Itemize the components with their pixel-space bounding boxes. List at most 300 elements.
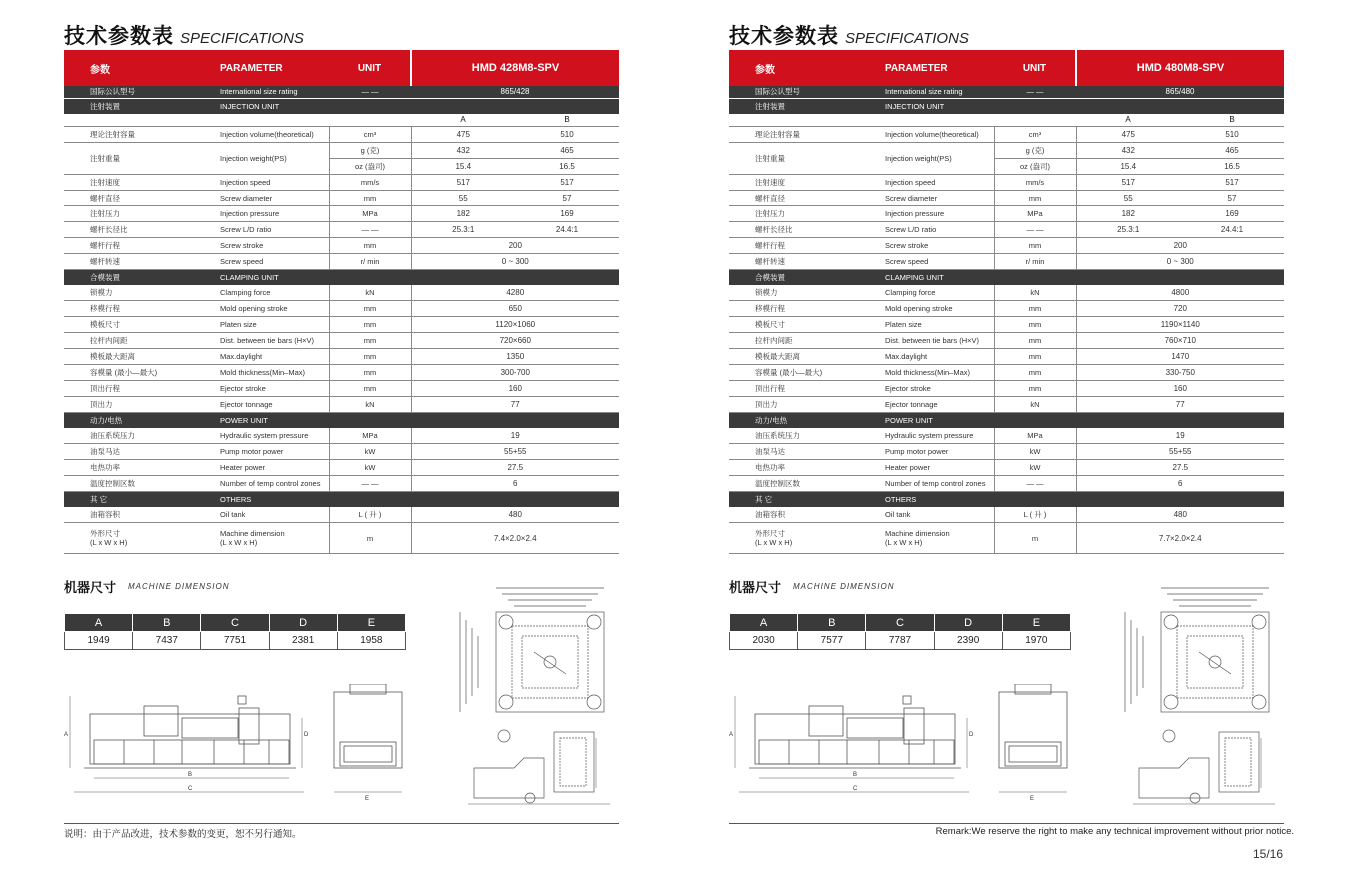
dimension-value-row bbox=[730, 632, 1071, 650]
cell: 169 bbox=[1180, 206, 1284, 222]
cell: 容模量 (最小—最大) bbox=[64, 364, 194, 380]
cell: 7.7×2.0×2.4 bbox=[1076, 523, 1284, 554]
cell bbox=[994, 114, 1076, 127]
cell: Injection volume(theoretical) bbox=[859, 127, 994, 143]
cell: Screw diameter bbox=[194, 190, 329, 206]
cell bbox=[329, 114, 411, 127]
dimension-value: 7577 bbox=[798, 632, 866, 650]
header-model: HMD 480M8-SPV bbox=[1076, 50, 1284, 86]
cell bbox=[329, 491, 411, 507]
section-spacer bbox=[1076, 270, 1284, 286]
dimension-value: 1949 bbox=[65, 632, 133, 650]
section-title-cn: 动力/电热 bbox=[729, 412, 859, 428]
cell: Hydraulic system pressure bbox=[194, 428, 329, 444]
spec-row bbox=[64, 254, 619, 270]
cell bbox=[994, 412, 1076, 428]
cell: 4280 bbox=[411, 285, 619, 301]
cell: 顶出行程 bbox=[729, 380, 859, 396]
cell: 螺杆直径 bbox=[729, 190, 859, 206]
cell: 510 bbox=[515, 127, 619, 143]
cell: Screw speed bbox=[194, 254, 329, 270]
cell: oz (盎司) bbox=[994, 158, 1076, 174]
cell: Number of temp control zones bbox=[859, 475, 994, 491]
spec-row bbox=[64, 364, 619, 380]
section-title-en: POWER UNIT bbox=[859, 412, 994, 428]
spec-row bbox=[64, 523, 619, 554]
cell: 57 bbox=[515, 190, 619, 206]
cell-line: Machine dimension bbox=[220, 529, 285, 539]
section-power bbox=[64, 412, 619, 428]
spec-row bbox=[64, 142, 619, 158]
section-title-cn: 其 它 bbox=[729, 491, 859, 507]
spec-row bbox=[64, 190, 619, 206]
cell: 锁模力 bbox=[729, 285, 859, 301]
cell: 电热功率 bbox=[64, 459, 194, 475]
cell bbox=[994, 491, 1076, 507]
spec-row bbox=[729, 380, 1284, 396]
machine-dimension-title bbox=[729, 577, 894, 596]
cell: Injection weight(PS) bbox=[194, 142, 329, 174]
cell: 25.3:1 bbox=[1076, 222, 1180, 238]
cell: 7.4×2.0×2.4 bbox=[411, 523, 619, 554]
ejector-detail-drawing bbox=[464, 728, 614, 808]
cell-line: (L x W x H) bbox=[755, 538, 793, 548]
cell: 1190×1140 bbox=[1076, 317, 1284, 333]
cell: Screw stroke bbox=[194, 238, 329, 254]
cell: 6 bbox=[411, 475, 619, 491]
cell: Screw L/D ratio bbox=[859, 222, 994, 238]
spec-row bbox=[729, 206, 1284, 222]
section-title-cn: 合模装置 bbox=[729, 270, 859, 286]
cell: mm bbox=[994, 349, 1076, 365]
cell-line: (L x W x H) bbox=[90, 538, 128, 548]
section-spacer bbox=[1076, 491, 1284, 507]
spec-page-left bbox=[64, 0, 619, 870]
section-title-en: CLAMPING UNIT bbox=[194, 270, 329, 286]
dim-label-d: D bbox=[304, 732, 309, 738]
screw-ab-row bbox=[729, 114, 1284, 127]
dimension-header: E bbox=[337, 614, 405, 632]
cell: 油泵马达 bbox=[729, 444, 859, 460]
dimension-value: 7787 bbox=[866, 632, 934, 650]
cell: Max.daylight bbox=[859, 349, 994, 365]
cell: 模板最大距离 bbox=[64, 349, 194, 365]
footer-rule bbox=[729, 823, 1284, 824]
spec-row bbox=[729, 222, 1284, 238]
cell: mm/s bbox=[994, 174, 1076, 190]
screw-ab-row bbox=[64, 114, 619, 127]
cell bbox=[329, 98, 411, 114]
cell: Platen size bbox=[194, 317, 329, 333]
cell: 77 bbox=[1076, 396, 1284, 412]
cell: MPa bbox=[994, 428, 1076, 444]
cell: 720×660 bbox=[411, 333, 619, 349]
section-spacer bbox=[411, 491, 619, 507]
cell: 注射重量 bbox=[64, 142, 194, 174]
section-spacer bbox=[1076, 98, 1284, 114]
cell: Number of temp control zones bbox=[194, 475, 329, 491]
cell: 螺杆长径比 bbox=[64, 222, 194, 238]
spec-row bbox=[729, 317, 1284, 333]
cell: 注射压力 bbox=[729, 206, 859, 222]
cell: 169 bbox=[515, 206, 619, 222]
cell: 16.5 bbox=[1180, 158, 1284, 174]
cell: mm/s bbox=[329, 174, 411, 190]
cell: 510 bbox=[1180, 127, 1284, 143]
dimension-title-en: MACHINE DIMENSION bbox=[128, 582, 230, 591]
spec-table bbox=[729, 50, 1284, 554]
section-title-cn: 注射装置 bbox=[64, 98, 194, 114]
cell: 螺杆转速 bbox=[64, 254, 194, 270]
cell: cm³ bbox=[329, 127, 411, 143]
cell: 720 bbox=[1076, 301, 1284, 317]
dim-label-c: C bbox=[188, 786, 193, 792]
section-title-cn: 动力/电热 bbox=[64, 412, 194, 428]
cell: 移模行程 bbox=[729, 301, 859, 317]
cell: Pump motor power bbox=[859, 444, 994, 460]
spec-row bbox=[729, 428, 1284, 444]
dim-label-a: A bbox=[64, 732, 69, 738]
cell bbox=[994, 270, 1076, 286]
cell: International size rating bbox=[194, 86, 329, 98]
dimension-title-en: MACHINE DIMENSION bbox=[793, 582, 895, 591]
cell: — — bbox=[994, 222, 1076, 238]
cell: Ejector stroke bbox=[194, 380, 329, 396]
cell: g (克) bbox=[329, 142, 411, 158]
dimension-header: C bbox=[201, 614, 269, 632]
cell: mm bbox=[994, 317, 1076, 333]
cell: 锁模力 bbox=[64, 285, 194, 301]
cell: mm bbox=[329, 333, 411, 349]
spec-row bbox=[729, 127, 1284, 143]
cell: 480 bbox=[411, 507, 619, 523]
cell: kN bbox=[329, 396, 411, 412]
cell: 注射压力 bbox=[64, 206, 194, 222]
cell: 517 bbox=[1180, 174, 1284, 190]
cell: Heater power bbox=[194, 459, 329, 475]
spec-row bbox=[729, 396, 1284, 412]
section-others bbox=[729, 491, 1284, 507]
spec-row bbox=[729, 254, 1284, 270]
cell: 移模行程 bbox=[64, 301, 194, 317]
cell: g (克) bbox=[994, 142, 1076, 158]
screw-b-label: B bbox=[515, 114, 619, 127]
dimension-header: B bbox=[133, 614, 201, 632]
cell: 拉杆内间距 bbox=[64, 333, 194, 349]
cell: 200 bbox=[1076, 238, 1284, 254]
cell: mm bbox=[329, 364, 411, 380]
dim-label-b: B bbox=[188, 772, 193, 778]
cell bbox=[859, 523, 994, 554]
spec-row bbox=[729, 475, 1284, 491]
dim-label-a: A bbox=[729, 732, 734, 738]
cell: 螺杆直径 bbox=[64, 190, 194, 206]
dimension-header-row bbox=[65, 614, 406, 632]
cell: — — bbox=[994, 475, 1076, 491]
cell bbox=[194, 114, 329, 127]
cell: 模板尺寸 bbox=[729, 317, 859, 333]
intl-size-value: 865/480 bbox=[1076, 86, 1284, 98]
page-title bbox=[729, 18, 969, 50]
cell: Screw L/D ratio bbox=[194, 222, 329, 238]
section-title-cn: 合模装置 bbox=[64, 270, 194, 286]
cell: 4800 bbox=[1076, 285, 1284, 301]
section-title-en: OTHERS bbox=[194, 491, 329, 507]
cell: Injection weight(PS) bbox=[859, 142, 994, 174]
cell-line: (L x W x H) bbox=[220, 538, 258, 548]
spec-row bbox=[64, 174, 619, 190]
spec-row bbox=[64, 459, 619, 475]
cell: Max.daylight bbox=[194, 349, 329, 365]
cell: L ( 升 ) bbox=[994, 507, 1076, 523]
intl-size-row bbox=[64, 86, 619, 98]
cell: 55 bbox=[1076, 190, 1180, 206]
cell: Dist. between tie bars (H×V) bbox=[194, 333, 329, 349]
cell: Mold thickness(Min–Max) bbox=[859, 364, 994, 380]
cell: Injection pressure bbox=[859, 206, 994, 222]
cell: mm bbox=[994, 301, 1076, 317]
cell: 55+55 bbox=[411, 444, 619, 460]
section-title-cn: 注射装置 bbox=[729, 98, 859, 114]
cell: 1470 bbox=[1076, 349, 1284, 365]
cell: — — bbox=[994, 86, 1076, 98]
spec-row bbox=[729, 174, 1284, 190]
cell: 油压系统压力 bbox=[64, 428, 194, 444]
cell: 160 bbox=[411, 380, 619, 396]
cell: Mold opening stroke bbox=[194, 301, 329, 317]
screw-a-label: A bbox=[1076, 114, 1180, 127]
intl-size-row bbox=[729, 86, 1284, 98]
spec-row bbox=[64, 127, 619, 143]
cell: 300-700 bbox=[411, 364, 619, 380]
cell bbox=[194, 523, 329, 554]
cell: Injection volume(theoretical) bbox=[194, 127, 329, 143]
spec-row bbox=[64, 349, 619, 365]
cell: 57 bbox=[1180, 190, 1284, 206]
title-en: SPECIFICATIONS bbox=[180, 30, 304, 47]
platen-layout-drawing bbox=[1119, 582, 1279, 717]
cell: Ejector tonnage bbox=[194, 396, 329, 412]
cell: Clamping force bbox=[859, 285, 994, 301]
cell: L ( 升 ) bbox=[329, 507, 411, 523]
cell: Injection pressure bbox=[194, 206, 329, 222]
cell: 顶出力 bbox=[64, 396, 194, 412]
cell: 电热功率 bbox=[729, 459, 859, 475]
header-param-en: PARAMETER bbox=[859, 50, 994, 86]
section-title-en: POWER UNIT bbox=[194, 412, 329, 428]
dimension-header: A bbox=[65, 614, 133, 632]
cell: 螺杆长径比 bbox=[729, 222, 859, 238]
header-param-cn: 参数 bbox=[64, 50, 194, 86]
header-row bbox=[64, 50, 619, 86]
cell-line: 外形尺寸 bbox=[755, 529, 785, 539]
cell: 19 bbox=[411, 428, 619, 444]
cell: 顶出行程 bbox=[64, 380, 194, 396]
spec-row bbox=[64, 380, 619, 396]
title-cn: 技术参数表 bbox=[64, 25, 174, 48]
cell: Clamping force bbox=[194, 285, 329, 301]
cell: Oil tank bbox=[859, 507, 994, 523]
cell: International size rating bbox=[859, 86, 994, 98]
machine-front-view-drawing bbox=[326, 684, 410, 804]
section-spacer bbox=[411, 98, 619, 114]
cell: Injection speed bbox=[859, 174, 994, 190]
cell: 模板最大距离 bbox=[729, 349, 859, 365]
dimension-header: A bbox=[730, 614, 798, 632]
spec-row bbox=[64, 222, 619, 238]
header-row bbox=[729, 50, 1284, 86]
cell: 理论注射容量 bbox=[64, 127, 194, 143]
cell: 27.5 bbox=[1076, 459, 1284, 475]
cell: 517 bbox=[411, 174, 515, 190]
cell: 国际公认型号 bbox=[64, 86, 194, 98]
cell: Hydraulic system pressure bbox=[859, 428, 994, 444]
cell bbox=[859, 114, 994, 127]
footer-rule bbox=[64, 823, 619, 824]
cell: Ejector tonnage bbox=[859, 396, 994, 412]
intl-size-value: 865/428 bbox=[411, 86, 619, 98]
cell: 理论注射容量 bbox=[729, 127, 859, 143]
cell: cm³ bbox=[994, 127, 1076, 143]
spec-row bbox=[64, 285, 619, 301]
cell: oz (盎司) bbox=[329, 158, 411, 174]
cell: Oil tank bbox=[194, 507, 329, 523]
cell: 19 bbox=[1076, 428, 1284, 444]
cell: 拉杆内间距 bbox=[729, 333, 859, 349]
cell bbox=[729, 114, 859, 127]
dimension-value: 2390 bbox=[934, 632, 1002, 650]
cell: r/ min bbox=[994, 254, 1076, 270]
cell: 200 bbox=[411, 238, 619, 254]
section-injection bbox=[729, 98, 1284, 114]
cell: mm bbox=[329, 190, 411, 206]
cell: mm bbox=[994, 364, 1076, 380]
section-clamping bbox=[64, 270, 619, 286]
dimension-title-cn: 机器尺寸 bbox=[64, 580, 117, 595]
machine-dimension-title bbox=[64, 577, 229, 596]
cell: 182 bbox=[1076, 206, 1180, 222]
dimension-value: 2381 bbox=[269, 632, 337, 650]
cell: MPa bbox=[329, 206, 411, 222]
cell: 760×710 bbox=[1076, 333, 1284, 349]
cell: 25.3:1 bbox=[411, 222, 515, 238]
section-power bbox=[729, 412, 1284, 428]
dim-label-e: E bbox=[365, 796, 370, 802]
cell: 16.5 bbox=[515, 158, 619, 174]
cell: kW bbox=[329, 444, 411, 460]
spec-row bbox=[64, 396, 619, 412]
cell: mm bbox=[329, 349, 411, 365]
cell: 55 bbox=[411, 190, 515, 206]
dim-label-b: B bbox=[853, 772, 858, 778]
cell: kW bbox=[994, 444, 1076, 460]
cell: kW bbox=[994, 459, 1076, 475]
platen-layout-drawing bbox=[454, 582, 614, 717]
cell: r/ min bbox=[329, 254, 411, 270]
cell: MPa bbox=[329, 428, 411, 444]
machine-front-view-drawing bbox=[991, 684, 1075, 804]
cell: m bbox=[994, 523, 1076, 554]
cell: 注射重量 bbox=[729, 142, 859, 174]
dim-label-e: E bbox=[1030, 796, 1035, 802]
cell: 油箱容积 bbox=[64, 507, 194, 523]
spec-table bbox=[64, 50, 619, 554]
spec-row bbox=[729, 444, 1284, 460]
cell: 432 bbox=[1076, 142, 1180, 158]
spec-page-right bbox=[729, 0, 1294, 870]
spec-row bbox=[729, 285, 1284, 301]
spec-row bbox=[729, 190, 1284, 206]
cell: 27.5 bbox=[411, 459, 619, 475]
cell: Mold thickness(Min–Max) bbox=[194, 364, 329, 380]
cell: 330-750 bbox=[1076, 364, 1284, 380]
spec-row bbox=[64, 333, 619, 349]
cell: 24.4:1 bbox=[1180, 222, 1284, 238]
cell: mm bbox=[994, 333, 1076, 349]
dim-label-d: D bbox=[969, 732, 974, 738]
cell: 螺杆行程 bbox=[729, 238, 859, 254]
cell bbox=[329, 412, 411, 428]
cell: Heater power bbox=[859, 459, 994, 475]
cell: 油箱容积 bbox=[729, 507, 859, 523]
dimension-header-row bbox=[730, 614, 1071, 632]
spec-row bbox=[729, 364, 1284, 380]
machine-side-view-drawing bbox=[729, 688, 974, 808]
cell: mm bbox=[994, 380, 1076, 396]
cell: 24.4:1 bbox=[515, 222, 619, 238]
footnote: 说明：由于产品改进，技术参数的变更，恕不另行通知。 bbox=[64, 829, 302, 840]
cell: Screw diameter bbox=[859, 190, 994, 206]
section-title-en: INJECTION UNIT bbox=[194, 98, 329, 114]
dimension-value-row bbox=[65, 632, 406, 650]
cell bbox=[994, 98, 1076, 114]
cell: mm bbox=[994, 190, 1076, 206]
section-title-en: OTHERS bbox=[859, 491, 994, 507]
header-param-en: PARAMETER bbox=[194, 50, 329, 86]
cell: 螺杆转速 bbox=[729, 254, 859, 270]
dimension-value: 7437 bbox=[133, 632, 201, 650]
cell: Screw speed bbox=[859, 254, 994, 270]
cell: Platen size bbox=[859, 317, 994, 333]
cell bbox=[329, 270, 411, 286]
cell: 顶出力 bbox=[729, 396, 859, 412]
spec-row bbox=[64, 444, 619, 460]
cell: 475 bbox=[1076, 127, 1180, 143]
cell: mm bbox=[329, 301, 411, 317]
cell: Screw stroke bbox=[859, 238, 994, 254]
cell: 517 bbox=[515, 174, 619, 190]
cell-line: 外形尺寸 bbox=[90, 529, 120, 539]
cell bbox=[64, 114, 194, 127]
dimension-header: B bbox=[798, 614, 866, 632]
spec-row bbox=[64, 206, 619, 222]
screw-a-label: A bbox=[411, 114, 515, 127]
cell: 432 bbox=[411, 142, 515, 158]
spec-row bbox=[729, 333, 1284, 349]
cell: 77 bbox=[411, 396, 619, 412]
title-en: SPECIFICATIONS bbox=[845, 30, 969, 47]
cell: 650 bbox=[411, 301, 619, 317]
cell: 15.4 bbox=[1076, 158, 1180, 174]
spec-row bbox=[64, 507, 619, 523]
cell-line: (L x W x H) bbox=[885, 538, 923, 548]
spec-row bbox=[64, 317, 619, 333]
cell: 油泵马达 bbox=[64, 444, 194, 460]
page-title bbox=[64, 18, 304, 50]
cell: 0 ~ 300 bbox=[1076, 254, 1284, 270]
header-unit: UNIT bbox=[329, 50, 411, 86]
cell-line: Machine dimension bbox=[885, 529, 950, 539]
